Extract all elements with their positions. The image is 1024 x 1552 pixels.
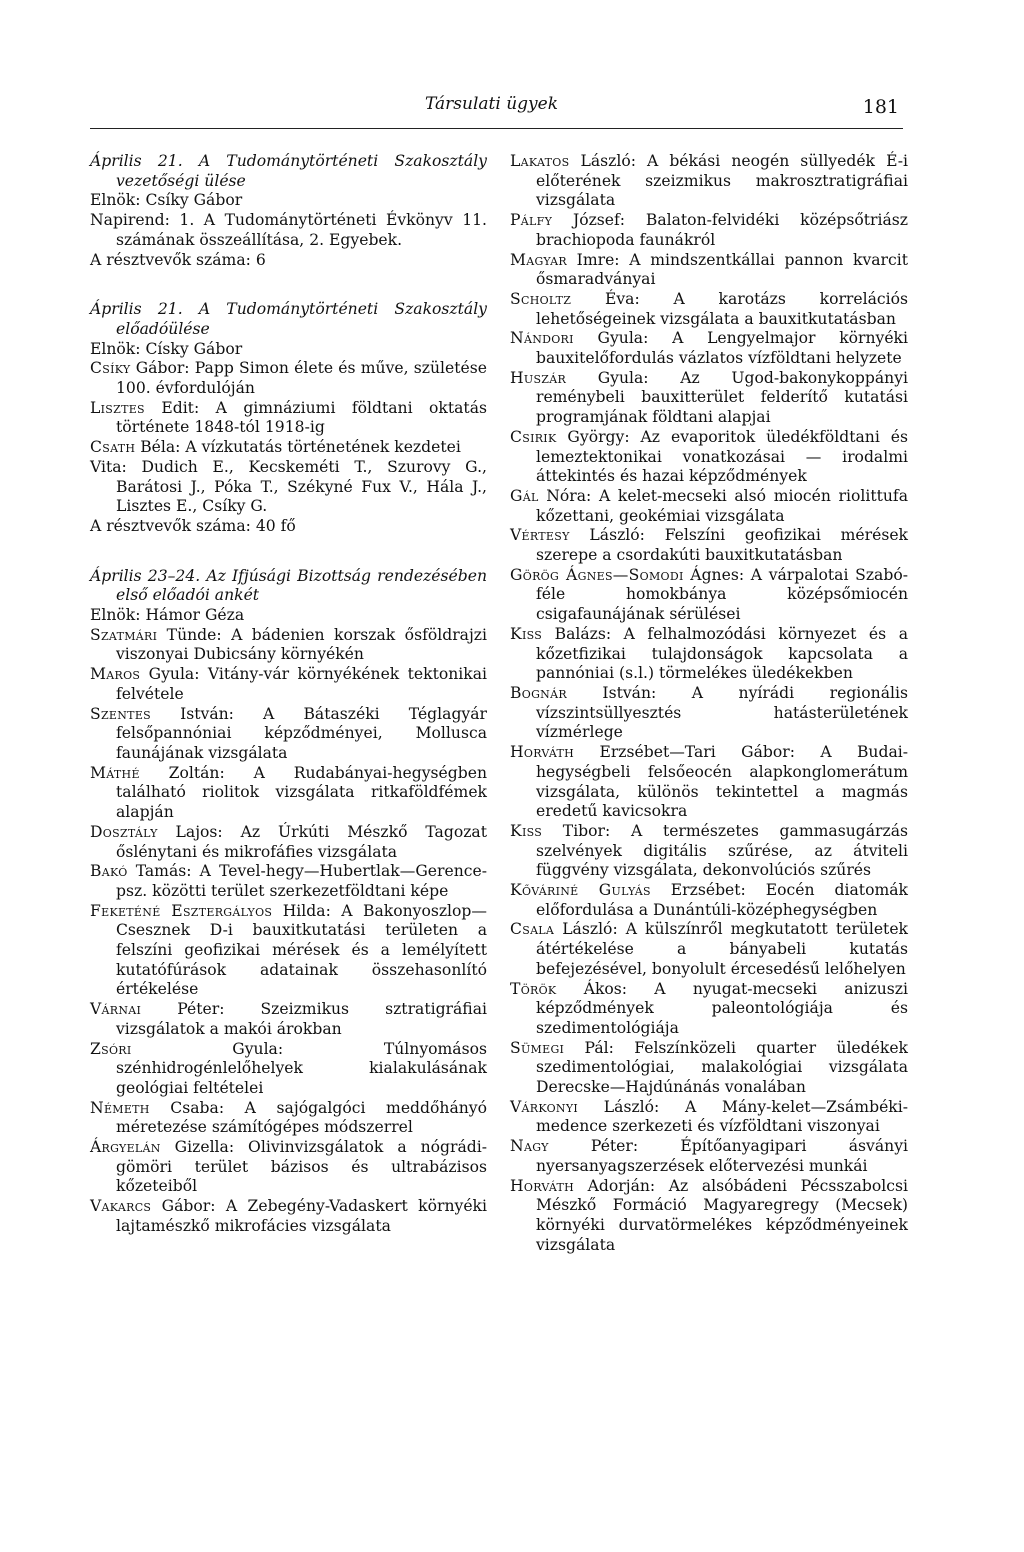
meeting-heading xyxy=(90,567,487,606)
author-surname: Zsóri xyxy=(90,1039,132,1058)
author-surname: Árgyelán xyxy=(90,1138,161,1157)
lecture-title: Erzsébet: Eocén diatomák előfordulása a Dunántúli-középhegységben xyxy=(536,881,908,919)
author-surname: Várkonyi xyxy=(510,1097,579,1116)
lecture-entry xyxy=(90,1138,487,1197)
meeting-heading xyxy=(90,300,487,339)
meeting-date: Április 23–24. xyxy=(90,566,201,585)
lecture-title: Ákos: A nyugat-mecseki anizuszi képződmények paleontológiája és szedimentológiája xyxy=(536,979,908,1037)
author-surname: Horváth xyxy=(510,743,575,762)
lecture-entry xyxy=(510,369,908,428)
section-gap xyxy=(90,270,487,300)
meeting-date: Április 21. xyxy=(90,152,183,170)
lecture-title: József: Balaton-felvidéki középsőtriász brachiopoda faunákról xyxy=(536,211,908,249)
author-surname: Pálfy xyxy=(510,211,553,230)
lecture-entry xyxy=(510,152,908,211)
author-surname: Szatmári xyxy=(90,625,158,644)
section-gap xyxy=(90,537,487,567)
lecture-title: László: A külszínről megkutatott területek átértékelése a bányabeli kutatás befejezésével, bonyolult ércesedésű lelőhelyen xyxy=(536,920,908,978)
lecture-title: Tamás: A Tevel-hegy—Hubertlak—Gerence-psz. közötti terület szerkezetföldtani képe xyxy=(116,862,487,900)
author-surname: Kiss xyxy=(510,821,543,840)
lecture-entry xyxy=(510,1177,908,1256)
lecture-entry xyxy=(90,1099,487,1138)
lecture-entry xyxy=(510,881,908,920)
lecture-entry xyxy=(510,526,908,565)
lecture-title: Zoltán: A Rudabányai-hegységben található riolitok vizsgálata ritkaföldfémek alapján xyxy=(116,763,487,822)
author-surname: Csath xyxy=(90,438,136,457)
lecture-entry xyxy=(510,625,908,684)
lecture-title: Adorján: Az alsóbádeni Pécsszabolcsi Mészkő Formáció Magyaregregy (Mecsek) környéki durvatörmelékes képződményeinek vizsgálata xyxy=(536,1176,908,1254)
info-line: A résztvevők száma: 6 xyxy=(90,250,266,269)
author-surname: Maros xyxy=(90,665,141,684)
left-column xyxy=(90,152,487,1237)
lecture-entry xyxy=(90,902,487,1001)
lecture-title: Csaba: A sajógalgóci meddőhányó méretezése számítógépes módszerrel xyxy=(116,1098,487,1137)
author-surname: Scholtz xyxy=(510,289,572,308)
author-surname: Csala xyxy=(510,920,555,939)
lecture-title: László: Felszíni geofizikai mérések szerepe a csordakúti bauxitkutatásban xyxy=(536,526,908,565)
lecture-title: Gizella: Olivinvizsgálatok a nógrádi-gömöri terület bázisos és ultrabázisos kőzeteiből xyxy=(116,1138,487,1196)
info-line: A résztvevők száma: 40 fő xyxy=(90,516,296,535)
author-surname: Kőváriné Gulyás xyxy=(510,881,651,900)
lecture-entry xyxy=(510,743,908,822)
lecture-entry xyxy=(510,329,908,368)
info-line: Elnök: Csíky Gábor xyxy=(90,191,243,210)
lecture-title: László: A békási neogén süllyedék É-i előterének szeizmikus makrosztratigráfiai vizsgálata xyxy=(536,152,908,210)
lecture-entry xyxy=(510,1098,908,1137)
meeting-heading xyxy=(90,152,487,191)
lecture-entry xyxy=(510,290,908,329)
author-surname: Görög Ágnes—Somodi xyxy=(510,565,684,584)
author-surname: Nándori xyxy=(510,329,574,348)
info-line: Elnök: Hámor Géza xyxy=(90,606,245,625)
author-surname: Török xyxy=(510,979,557,998)
lecture-entry xyxy=(510,487,908,526)
lecture-entry xyxy=(510,428,908,487)
author-surname: Szentes xyxy=(90,704,151,723)
author-surname: Máthé xyxy=(90,763,140,782)
author-surname: Várnai xyxy=(90,1000,142,1019)
meeting-date: Április 21. xyxy=(90,300,183,319)
lecture-title: István: A nyírádi regionális vízszintsüllyesztés hatásterületének vízmérlege xyxy=(536,683,908,742)
lecture-title: György: Az evaporitok üledékföldtani és lemeztektonikai vonatkozásai — irodalmi áttekintés és hazai képződmények xyxy=(536,427,908,486)
lecture-entry xyxy=(90,438,487,458)
meeting-title: Az Ifjúsági Bizottság rendezésében első előadói ankét xyxy=(116,566,488,605)
author-surname: Kiss xyxy=(510,624,543,643)
author-surname: Magyar xyxy=(510,250,567,269)
running-title: Társulati ügyek xyxy=(425,94,558,114)
meeting-title: A Tudománytörténeti Szakosztály vezetőségi ülése xyxy=(116,152,487,190)
lecture-entry xyxy=(510,211,908,250)
lecture-title: Gyula: Vitány-vár környékének tektonikai felvétele xyxy=(116,665,487,703)
lecture-entry xyxy=(90,626,487,665)
lecture-entry xyxy=(510,566,908,625)
author-surname: Bakó xyxy=(90,862,128,881)
page-number: 181 xyxy=(862,96,899,118)
author-surname: Feketéné Esztergályos xyxy=(90,901,273,920)
lecture-entry xyxy=(90,359,487,398)
author-surname: Gál xyxy=(510,486,539,505)
author-surname: Lisztes xyxy=(90,398,145,417)
author-surname: Horváth xyxy=(510,1176,575,1195)
lecture-entry xyxy=(90,823,487,862)
lecture-title: Tünde: A bádenien korszak ősföldrajzi viszonyai Dubicsány környékén xyxy=(116,625,487,664)
right-column xyxy=(510,152,908,1255)
lecture-entry xyxy=(90,399,487,438)
lecture-entry xyxy=(90,1197,487,1236)
lecture-entry xyxy=(90,665,487,704)
lecture-entry xyxy=(510,684,908,743)
lecture-title: Gyula: Túlnyomásos szénhidrogénlelőhelyek kialakulásának geológiai feltételei xyxy=(116,1039,487,1097)
author-surname: Vakarcs xyxy=(90,1197,152,1216)
lecture-entry xyxy=(90,1000,487,1039)
author-surname: Sümegi xyxy=(510,1038,565,1057)
lecture-title: Hilda: A Bakonyoszlop—Csesznek D-i bauxitkutatási területen a felszíni geofizikai mérések és a lemélyített kutatófúrások adatainak összehasonlító értékelése xyxy=(116,901,488,999)
author-surname: Huszár xyxy=(510,368,567,387)
lecture-entry xyxy=(510,1137,908,1176)
lecture-title: Edit: A gimnáziumi földtani oktatás története 1848-tól 1918-ig xyxy=(116,398,487,437)
author-surname: Csíky xyxy=(90,359,131,378)
lecture-title: Balázs: A felhalmozódási környezet és a kőzetfizikai tulajdonságok kapcsolata a pannóniai (s.l.) törmelékes üledékekben xyxy=(536,624,908,683)
lecture-entry xyxy=(90,764,487,823)
lecture-title: Pál: Felszínközeli quarter üledékek szedimentológiai, malakológiai vizsgálata Derecske—Hajdúnánás vonalában xyxy=(536,1038,908,1097)
lecture-title: Gyula: Az Ugod-bakonykoppányi reménybeli bauxitterület felderítő kutatási programjának földtani alapjai xyxy=(536,368,908,427)
lecture-title: Péter: Építőanyagipari ásványi nyersanyagszerzések előtervezési munkái xyxy=(536,1137,908,1175)
lecture-title: Éva: A karotázs korrelációs lehetőségeinek vizsgálata a bauxitkutatásban xyxy=(536,289,908,328)
author-surname: Vértesy xyxy=(510,526,570,545)
author-surname: Lakatos xyxy=(510,152,570,170)
info-line: Vita: Dudich E., Kecskeméti T., Szurovy G., Barátosi J., Póka T., Székyné Fux V., Hála J., Lisztes E., Csíky G. xyxy=(90,457,487,516)
author-surname: Bognár xyxy=(510,683,567,702)
author-surname: Németh xyxy=(90,1098,150,1117)
lecture-title: Gyula: A Lengyelmajor környéki bauxitelőfordulás vázlatos vízföldtani helyzete xyxy=(536,329,908,368)
lecture-title: Nóra: A kelet-mecseki alsó miocén riolittufa kőzettani, geokémiai vizsgálata xyxy=(536,486,908,525)
lecture-title: Gábor: Papp Simon élete és műve, születése 100. évfordulóján xyxy=(116,359,487,398)
author-surname: Csirik xyxy=(510,427,557,446)
lecture-entry xyxy=(90,1040,487,1099)
lecture-title: László: A Mány-kelet—Zsámbéki-medence szerkezeti és vízföldtani viszonyai xyxy=(536,1097,908,1136)
page-header xyxy=(90,92,903,129)
info-line: Elnök: Císky Gábor xyxy=(90,339,243,358)
lecture-title: Béla: A vízkutatás történetének kezdetei xyxy=(135,438,461,457)
lecture-entry xyxy=(90,705,487,764)
info-line: Napirend: 1. A Tudománytörténeti Évkönyv 11. számának összeállítása, 2. Egyebek. xyxy=(90,211,487,249)
lecture-entry xyxy=(510,1039,908,1098)
lecture-title: Erzsébet—Tari Gábor: A Budai-hegységbeli felsőeocén alapkonglomerátum vizsgálata, különös tekintettel a magmás eredetű kavicsokra xyxy=(536,743,908,821)
lecture-title: Péter: Szeizmikus sztratigráfiai vizsgálatok a makói árokban xyxy=(116,1000,487,1038)
lecture-title: Tibor: A természetes gammasugárzás szelvények digitális szűrése, az átviteli függvény vizsgálata, dekonvolúciós szűrés xyxy=(536,821,908,880)
lecture-entry xyxy=(510,251,908,290)
lecture-entry xyxy=(90,862,487,901)
lecture-entry xyxy=(510,920,908,979)
author-surname: Dosztály xyxy=(90,822,158,841)
lecture-title: Imre: A mindszentkállai pannon kvarcit ősmaradványai xyxy=(536,250,908,289)
meeting-title: A Tudománytörténeti Szakosztály előadóülése xyxy=(116,300,487,338)
author-surname: Nagy xyxy=(510,1137,549,1156)
lecture-entry xyxy=(510,822,908,881)
lecture-title: Gábor: A Zebegény-Vadaskert környéki lajtamészkő mikrofácies vizsgálata xyxy=(116,1197,487,1235)
lecture-title: Lajos: Az Úrkúti Mészkő Tagozat őslénytani és mikrofáfies vizsgálata xyxy=(116,822,487,861)
lecture-title: István: A Bátaszéki Téglagyár felsőpannóniai képződményei, Mollusca faunájának vizsgálata xyxy=(116,704,487,762)
lecture-entry xyxy=(510,980,908,1039)
lecture-title: Ágnes: A várpalotai Szabó-féle homokbánya középsőmiocén csigafaunájának sérülései xyxy=(536,565,908,624)
